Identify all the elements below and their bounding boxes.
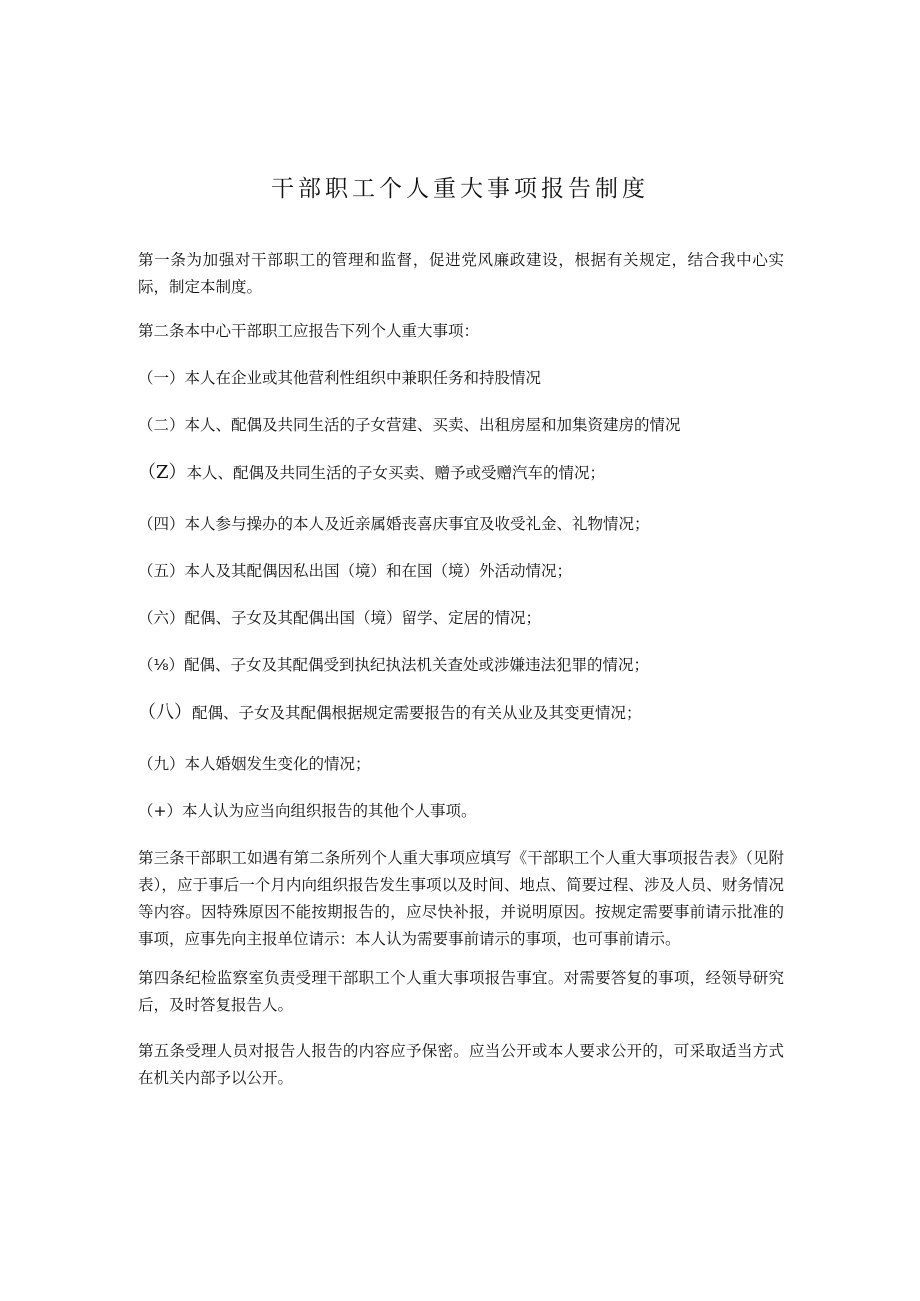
article-1: 第一条为加强对干部职工的管理和监督，促进党风廉政建设，根据有关规定，结合我中心实际，制定本制度。 bbox=[138, 251, 784, 296]
list-item-text: 本人婚姻发生变化的情况； bbox=[184, 755, 371, 773]
list-item bbox=[138, 560, 784, 582]
article-3: 第三条干部职工如遇有第二条所列个人重大事项应填写《干部职工个人重大事项报告表》（见附表），应于事后一个月内向组织报告发生事项以及时间、地点、简要过程、涉及人员、财务情况等内容。因特殊原因不能按期报告的，应尽快补报，并说明原因。按规定需要事前请示批准的事项，应事先向主报单位请示：本人认为需要事前请示的事项，也可事前请示。 bbox=[138, 849, 784, 948]
list-item-marker: （Z） bbox=[138, 462, 187, 483]
list-item-text: 本人在企业或其他营利性组织中兼职任务和持股情况 bbox=[184, 369, 542, 387]
list-item-marker: （五） bbox=[138, 562, 185, 580]
list-item-marker: （⅛） bbox=[138, 656, 185, 674]
list-item bbox=[138, 702, 784, 724]
list-item-marker: （六） bbox=[138, 609, 185, 627]
list-item bbox=[138, 800, 784, 822]
list-item-text: 配偶、子女及其配偶出国（境）留学、定居的情况； bbox=[184, 609, 542, 627]
list-item-marker: （八） bbox=[138, 702, 192, 723]
list-item-text: 本人认为应当向组织报告的其他个人事项。 bbox=[182, 802, 477, 820]
list-item-marker: （一） bbox=[138, 369, 185, 387]
list-item bbox=[138, 367, 784, 389]
list-item-text: 本人及其配偶因私出国（境）和在国（境）外活动情况； bbox=[184, 562, 573, 580]
list-item bbox=[138, 753, 784, 775]
list-item-text: 配偶、子女及其配偶受到执纪执法机关查处或涉嫌违法犯罪的情况； bbox=[184, 656, 650, 674]
list-item bbox=[138, 607, 784, 629]
list-item-marker: （四） bbox=[138, 515, 185, 533]
document-title: 干部职工个人重大事项报告制度 bbox=[271, 176, 649, 202]
list-item-text: 本人、配偶及共同生活的子女营建、买卖、出租房屋和加集资建房的情况 bbox=[184, 416, 681, 434]
list-item bbox=[138, 462, 784, 484]
list-item-text: 本人、配偶及共同生活的子女买卖、赠予或受赠汽车的情况； bbox=[186, 464, 606, 482]
article-5: 第五条受理人员对报告人报告的内容应予保密。应当公开或本人要求公开的，可采取适当方式在机关内部予以公开。 bbox=[138, 1042, 784, 1087]
list-item-text: 本人参与操办的本人及近亲属婚丧喜庆事宜及收受礼金、礼物情况； bbox=[184, 515, 650, 533]
list-item bbox=[138, 513, 784, 535]
list-item-marker: （+） bbox=[138, 802, 182, 820]
article-2-intro: 第二条本中心干部职工应报告下列个人重大事项： bbox=[138, 322, 480, 340]
list-item bbox=[138, 654, 784, 676]
list-item bbox=[138, 414, 784, 436]
list-item-text: 配偶、子女及其配偶根据规定需要报告的有关从业及其变更情况； bbox=[192, 704, 642, 722]
list-item-marker: （九） bbox=[138, 755, 185, 773]
article-4: 第四条纪检监察室负责受理干部职工个人重大事项报告事宜。对需要答复的事项，经领导研究后，及时答复报告人。 bbox=[138, 969, 784, 1014]
list-item-marker: （二） bbox=[138, 416, 185, 434]
